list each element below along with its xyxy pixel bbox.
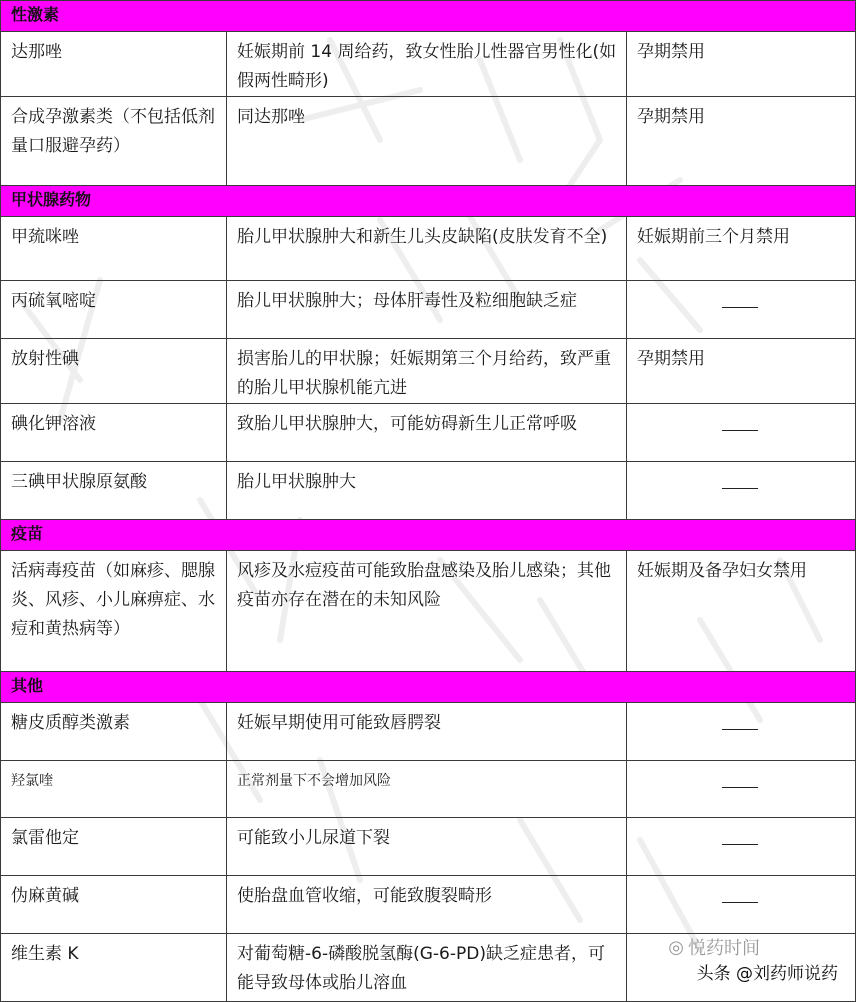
- section-title: 其他: [1, 672, 856, 703]
- section-title: 甲状腺药物: [1, 186, 856, 217]
- drug-name: 碘化钾溶液: [1, 404, 227, 462]
- source-credit: [697, 959, 838, 984]
- effect-text: 对葡萄糖-6-磷酸脱氢酶(G-6-PD)缺乏症患者，可能导致母体或胎儿溶血: [227, 934, 627, 1002]
- table-row: [1, 339, 856, 404]
- dash-mark: [722, 787, 758, 788]
- drug-name: 糖皮质醇类激素: [1, 703, 227, 761]
- table-row: [1, 217, 856, 281]
- table-row: [1, 404, 856, 462]
- usage-note: 妊娠期前三个月禁用: [627, 217, 856, 281]
- usage-note: 孕期禁用: [627, 339, 856, 404]
- usage-note: 孕期禁用: [627, 97, 856, 186]
- table-row: [1, 32, 856, 97]
- dash-mark: [722, 307, 758, 308]
- effect-text: 使胎盘血管收缩，可能致腹裂畸形: [227, 876, 627, 934]
- dash-mark: [722, 844, 758, 845]
- wechat-icon: ◎: [668, 936, 684, 958]
- usage-note: 孕期禁用: [627, 32, 856, 97]
- dash-mark: [722, 729, 758, 730]
- usage-note: [627, 761, 856, 818]
- dash-mark: [722, 430, 758, 431]
- effect-text: 胎儿甲状腺肿大和新生儿头皮缺陷(皮肤发育不全): [227, 217, 627, 281]
- drug-name: 放射性碘: [1, 339, 227, 404]
- table-row: [1, 876, 856, 934]
- section-title: 性激素: [1, 1, 856, 32]
- drug-name: 伪麻黄碱: [1, 876, 227, 934]
- effect-text: 同达那唑: [227, 97, 627, 186]
- table-row: [1, 97, 856, 186]
- effect-text: 风疹及水痘疫苗可能致胎盘感染及胎儿感染；其他疫苗亦存在潜在的未知风险: [227, 551, 627, 672]
- usage-note: [627, 281, 856, 339]
- section-header: [1, 520, 856, 551]
- usage-note: [627, 818, 856, 876]
- effect-text: 妊娠早期使用可能致唇腭裂: [227, 703, 627, 761]
- wechat-watermark: [668, 934, 760, 960]
- usage-note: [627, 404, 856, 462]
- drug-name: 三碘甲状腺原氨酸: [1, 462, 227, 520]
- source-label: 头条 @刘药师说药: [696, 964, 838, 984]
- drug-name: 维生素 K: [1, 934, 227, 1002]
- usage-note: [627, 462, 856, 520]
- drug-name: 氯雷他定: [1, 818, 227, 876]
- table-row: [1, 761, 856, 818]
- usage-note: [627, 703, 856, 761]
- effect-text: 胎儿甲状腺肿大；母体肝毒性及粒细胞缺乏症: [227, 281, 627, 339]
- table-row: [1, 551, 856, 672]
- dash-mark: [722, 488, 758, 489]
- usage-note: [627, 876, 856, 934]
- section-title: 疫苗: [1, 520, 856, 551]
- drug-name: 活病毒疫苗（如麻疹、腮腺炎、风疹、小儿麻痹症、水痘和黄热病等）: [1, 551, 227, 672]
- drug-name: 丙硫氧嘧啶: [1, 281, 227, 339]
- effect-text: 正常剂量下不会增加风险: [227, 761, 627, 818]
- drug-name: 达那唑: [1, 32, 227, 97]
- table-row: [1, 462, 856, 520]
- section-header: [1, 186, 856, 217]
- dash-mark: [722, 902, 758, 903]
- effect-text: 可能致小儿尿道下裂: [227, 818, 627, 876]
- section-header: [1, 1, 856, 32]
- drug-name: 羟氯喹: [1, 761, 227, 818]
- usage-note: 妊娠期及备孕妇女禁用: [627, 551, 856, 672]
- table-row: [1, 818, 856, 876]
- table-row: [1, 281, 856, 339]
- drug-name: 合成孕激素类（不包括低剂量口服避孕药）: [1, 97, 227, 186]
- section-header: [1, 672, 856, 703]
- drug-name: 甲巯咪唑: [1, 217, 227, 281]
- effect-text: 妊娠期前 14 周给药，致女性胎儿性器官男性化(如假两性畸形): [227, 32, 627, 97]
- effect-text: 胎儿甲状腺肿大: [227, 462, 627, 520]
- table-row: [1, 703, 856, 761]
- effect-text: 致胎儿甲状腺肿大，可能妨碍新生儿正常呼吸: [227, 404, 627, 462]
- wechat-label: 悦药时间: [688, 938, 760, 959]
- effect-text: 损害胎儿的甲状腺；妊娠期第三个月给药，致严重的胎儿甲状腺机能亢进: [227, 339, 627, 404]
